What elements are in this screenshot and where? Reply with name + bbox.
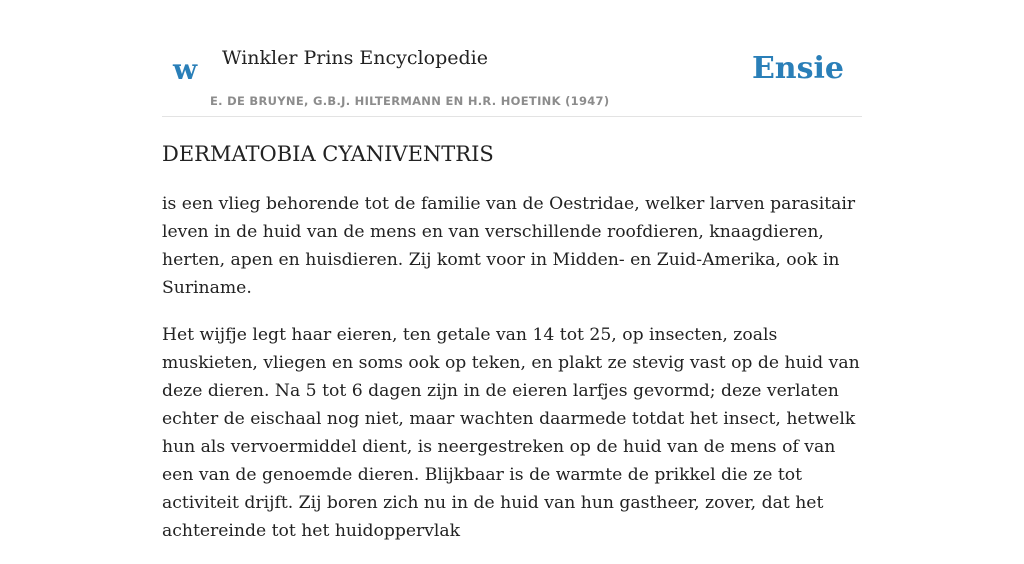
encyclopedia-name[interactable]: Winkler Prins Encyclopedie xyxy=(222,47,488,69)
article xyxy=(162,138,867,564)
encyclopedia-logo[interactable]: w xyxy=(173,53,198,86)
article-paragraph-2: Het wijfje legt haar eieren, ten getale van 14 tot 25, op insecten, zoals muskieten, vliegen en soms ook op teken, en plakt ze stevig vast op de huid van deze dieren. Na 5 tot 6 dagen zijn in de eieren larfjes gevormd; deze verlaten echter de eischaal nog niet, maar wachten daarmede totdat het insect, hetwelk hun als vervoermiddel dient, is neergestreken op de huid van de mens of van een van de genoemde dieren. Blijkbaar is de warmte de prikkel die ze tot activiteit drijft. Zij boren zich nu in de huid van hun gastheer, zover, dat het achtereinde tot het huidoppervlak xyxy=(162,325,860,541)
authors-line: E. DE BRUYNE, G.B.J. HILTERMANN EN H.R. HOETINK (1947) xyxy=(210,94,610,108)
article-title: DERMATOBIA CYANIVENTRIS xyxy=(162,142,494,166)
ensie-logo[interactable]: Ensie xyxy=(751,51,844,86)
header xyxy=(162,0,862,117)
article-paragraph-1: is een vlieg behorende tot de familie van de Oestridae, welker larven parasitair leven in de huid van de mens en van verschillende roofdieren, knaagdieren, herten, apen en huisdieren. Zij komt voor in Midden- en Zuid-Amerika, ook in Suriname. xyxy=(162,194,856,298)
